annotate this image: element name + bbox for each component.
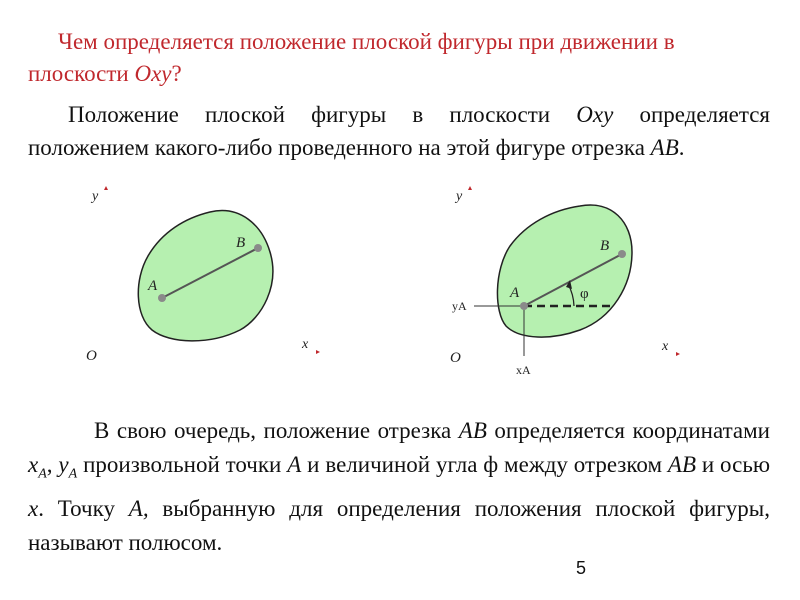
ya-label: yA (452, 299, 467, 313)
left-y-arrow (104, 186, 108, 190)
left-x-label: x (302, 337, 309, 352)
right-diagram (450, 186, 680, 377)
right-label-b: B (600, 238, 610, 254)
left-label-a: A (148, 278, 158, 294)
right-y-label: y (456, 189, 463, 204)
right-plane-figure (497, 205, 632, 337)
left-label-b: B (236, 235, 246, 251)
paragraph-pole: В свою очередь, положение отрезка AB определяется координатами $x_A$, $y_A$ произвольной точки A и величиной угла ф между отрезком AB и осью x. Точку A, выбранную для определения положения плоской фигуры, называют полюсом. (28, 418, 771, 555)
angle-phi-label: φ (580, 286, 589, 302)
left-origin-label: O (86, 348, 97, 364)
left-x-arrow (316, 350, 320, 354)
right-origin-label: O (450, 350, 461, 366)
left-diagram (86, 186, 320, 364)
page-number: 5 (576, 558, 587, 578)
left-point-b (254, 244, 262, 252)
right-x-label: x (662, 339, 669, 354)
right-point-b (618, 250, 626, 258)
slide-question: Чем определяется положение плоской фигуры при движении в плоскости Oxy? (28, 29, 675, 86)
left-y-label: y (92, 189, 99, 204)
right-label-a: A (510, 285, 520, 301)
oxy-plane: Oxy (134, 61, 172, 86)
xa-label: xA (516, 363, 531, 377)
right-y-arrow (468, 186, 472, 190)
right-x-arrow (676, 352, 680, 356)
right-point-a (520, 302, 528, 310)
paragraph-position: Положение плоской фигуры в плоскости Oxy определяется положением какого-либо проведенного на этой фигуре отрезка AB. (28, 102, 770, 160)
left-point-a (158, 294, 166, 302)
